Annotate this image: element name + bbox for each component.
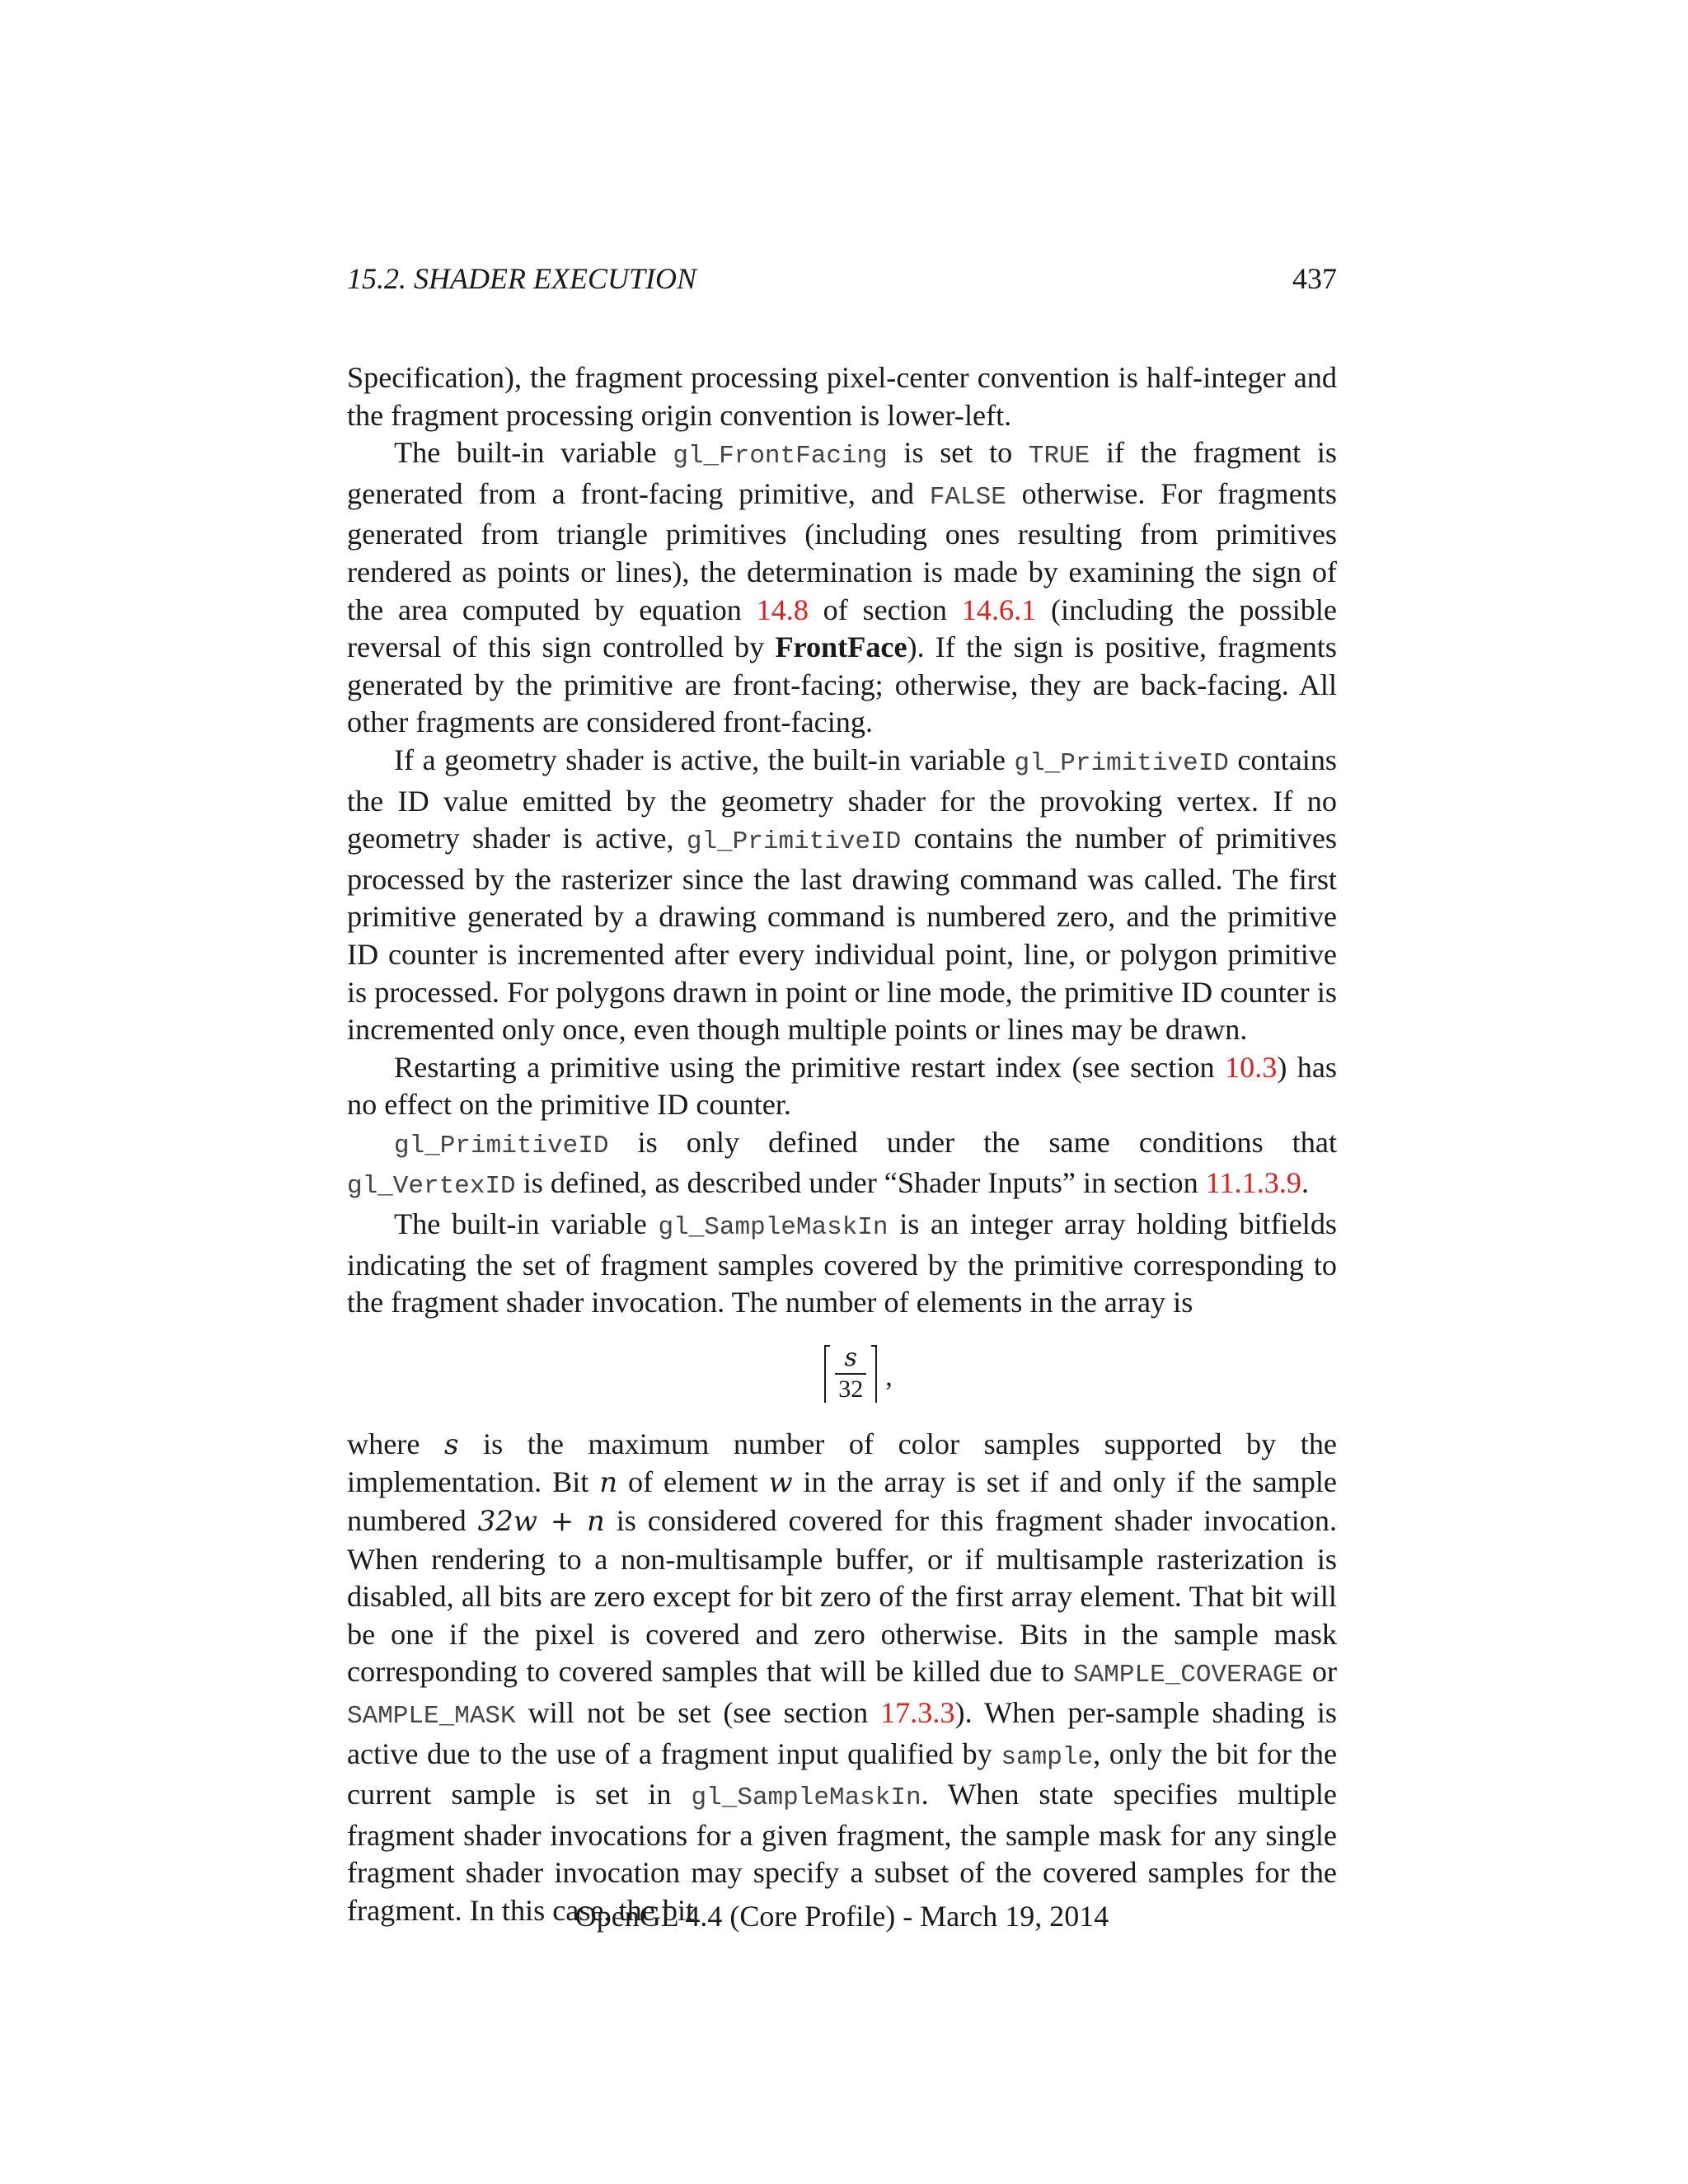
code-gl-vertexid: gl_VertexID [347, 1172, 516, 1202]
fraction [835, 1345, 866, 1403]
text-run: in the array is set if and only if the sample numbered [347, 1465, 1337, 1538]
text-run: is set to [887, 436, 1029, 470]
ceiling-expression [824, 1345, 893, 1403]
page-footer: OpenGL 4.4 (Core Profile) - March 19, 2014 [574, 1900, 1109, 1933]
math-w: w [768, 1466, 793, 1500]
fraction-numerator: s [844, 1343, 857, 1372]
paragraph-restart [347, 1049, 1337, 1124]
text-run: (including the possible reversal of this sign controlled by [347, 593, 1337, 664]
text-run: or [1303, 1655, 1337, 1689]
text-run: is an integer array holding bitfields indicating the set of fragment samples covered by the primitive corresponding to the fragment shader invocation. The number of elements in the array is [347, 1207, 1338, 1319]
text-run: ). If the sign is positive, fragments generated by the primitive are front-facing; otherwise, they are back-facing. All other fragments are considered front-facing. [347, 630, 1338, 739]
text-run: . [1301, 1166, 1310, 1200]
text-run: of element [617, 1465, 769, 1499]
text-run: otherwise. For fragments generated from triangle primitives (including ones resulting from primitives rendered as points or lines), the determination is made by examining the sign of the area computed by equation [347, 476, 1338, 626]
link-section-17-3-3[interactable]: 17.3.3 [880, 1696, 955, 1729]
code-gl-frontfacing: gl_FrontFacing [673, 442, 888, 471]
bold-frontface: FrontFace [775, 630, 907, 664]
text-run: where [347, 1427, 444, 1460]
fraction-denominator: 32 [838, 1375, 864, 1403]
code-gl-samplemaskin: gl_SampleMaskIn [658, 1213, 889, 1243]
text-run: The built-in variable [394, 436, 673, 470]
code-true: TRUE [1028, 442, 1090, 471]
equation-comma: , [885, 1361, 893, 1393]
code-sample-mask: SAMPLE_MASK [347, 1702, 516, 1731]
page-number: 437 [1292, 262, 1337, 295]
code-gl-samplemaskin: gl_SampleMaskIn [691, 1783, 921, 1813]
text-run: , only the bit for the current sample is set in [347, 1736, 1338, 1811]
math-s: s [443, 1427, 459, 1461]
link-section-11-1-3-9[interactable]: 11.1.3.9 [1205, 1166, 1302, 1200]
ceiling-left-bracket [824, 1345, 830, 1403]
text-run: is only defined under the same conditions that [608, 1125, 1337, 1159]
text-run: ). When per-sample shading is active due to the use of a fragment input qualified by [347, 1696, 1337, 1770]
code-gl-primitiveid: gl_PrimitiveID [686, 827, 902, 857]
math-32w-plus-n: 32w + n [477, 1505, 605, 1539]
paragraph-defined [347, 1124, 1337, 1206]
code-sample-coverage: SAMPLE_COVERAGE [1073, 1661, 1304, 1690]
text-run: is defined, as described under “Shader Inputs” in section [515, 1166, 1206, 1200]
text-run: contains the number of primitives processed by the rasterizer since the last drawing command was called. The first primitive generated by a drawing command is numbered zero, and the primitive ID counter is incremented after every individual point, line, or polygon primitive is processed. For polygons drawn in point or line mode, the primitive ID counter is incremented only once, even though multiple points or lines may be drawn. [347, 822, 1337, 1047]
text-run: . When state specifies multiple fragment shader invocations for a given fragment, the sample mask for any single fragment shader invocation may specify a subset of the covered samples for the fragment. In this case, the bit [347, 1778, 1337, 1927]
text-run: Specification), the fragment processing pixel-center convention is half-integer and the fragment processing origin convention is lower-left. [347, 361, 1337, 432]
code-sample: sample [1001, 1742, 1094, 1772]
paragraph-where [347, 1426, 1337, 1930]
text-run: ) has no effect on the primitive ID counter. [347, 1050, 1337, 1122]
text-run: Restarting a primitive using the primitive restart index (see section [394, 1050, 1225, 1084]
link-section-10-3[interactable]: 10.3 [1225, 1050, 1278, 1084]
text-run: is considered covered for this fragment shader invocation. When rendering to a non-multisample buffer, or if multisample rasterization is disabled, all bits are zero except for bit zero of the first array element. That bit will be one if the pixel is covered and zero otherwise. Bits in the sample mask corresponding to covered samples that will be killed due to [347, 1504, 1337, 1689]
equation-ceiling [347, 1322, 1337, 1426]
ceiling-right-bracket [871, 1345, 877, 1403]
math-n: n [599, 1466, 618, 1500]
code-gl-primitiveid: gl_PrimitiveID [1014, 748, 1229, 778]
link-section-14-6-1[interactable]: 14.6.1 [961, 593, 1037, 626]
text-run: The built-in variable [394, 1207, 659, 1241]
paragraph-1 [347, 359, 1337, 434]
body-text [347, 359, 1337, 1930]
paragraph-primitive-id [347, 742, 1337, 1049]
section-title: 15.2. SHADER EXECUTION [347, 262, 696, 295]
code-false: FALSE [929, 482, 1006, 512]
text-run: If a geometry shader is active, the built-in variable [394, 743, 1015, 776]
code-gl-primitiveid: gl_PrimitiveID [394, 1131, 609, 1160]
page-header [347, 260, 1337, 298]
paragraph-front-facing [347, 434, 1337, 742]
link-equation-14-8[interactable]: 14.8 [756, 593, 809, 626]
text-run: of section [808, 593, 962, 626]
text-run: is the maximum number of color samples supported by the implementation. Bit [347, 1427, 1337, 1499]
text-run: if the fragment is generated from a front-facing primitive, and [347, 436, 1337, 510]
paragraph-sample-mask [347, 1206, 1337, 1322]
text-run: will not be set (see section [515, 1696, 881, 1729]
text-run: contains the ID value emitted by the geometry shader for the provoking vertex. If no geometry shader is active, [347, 743, 1337, 855]
